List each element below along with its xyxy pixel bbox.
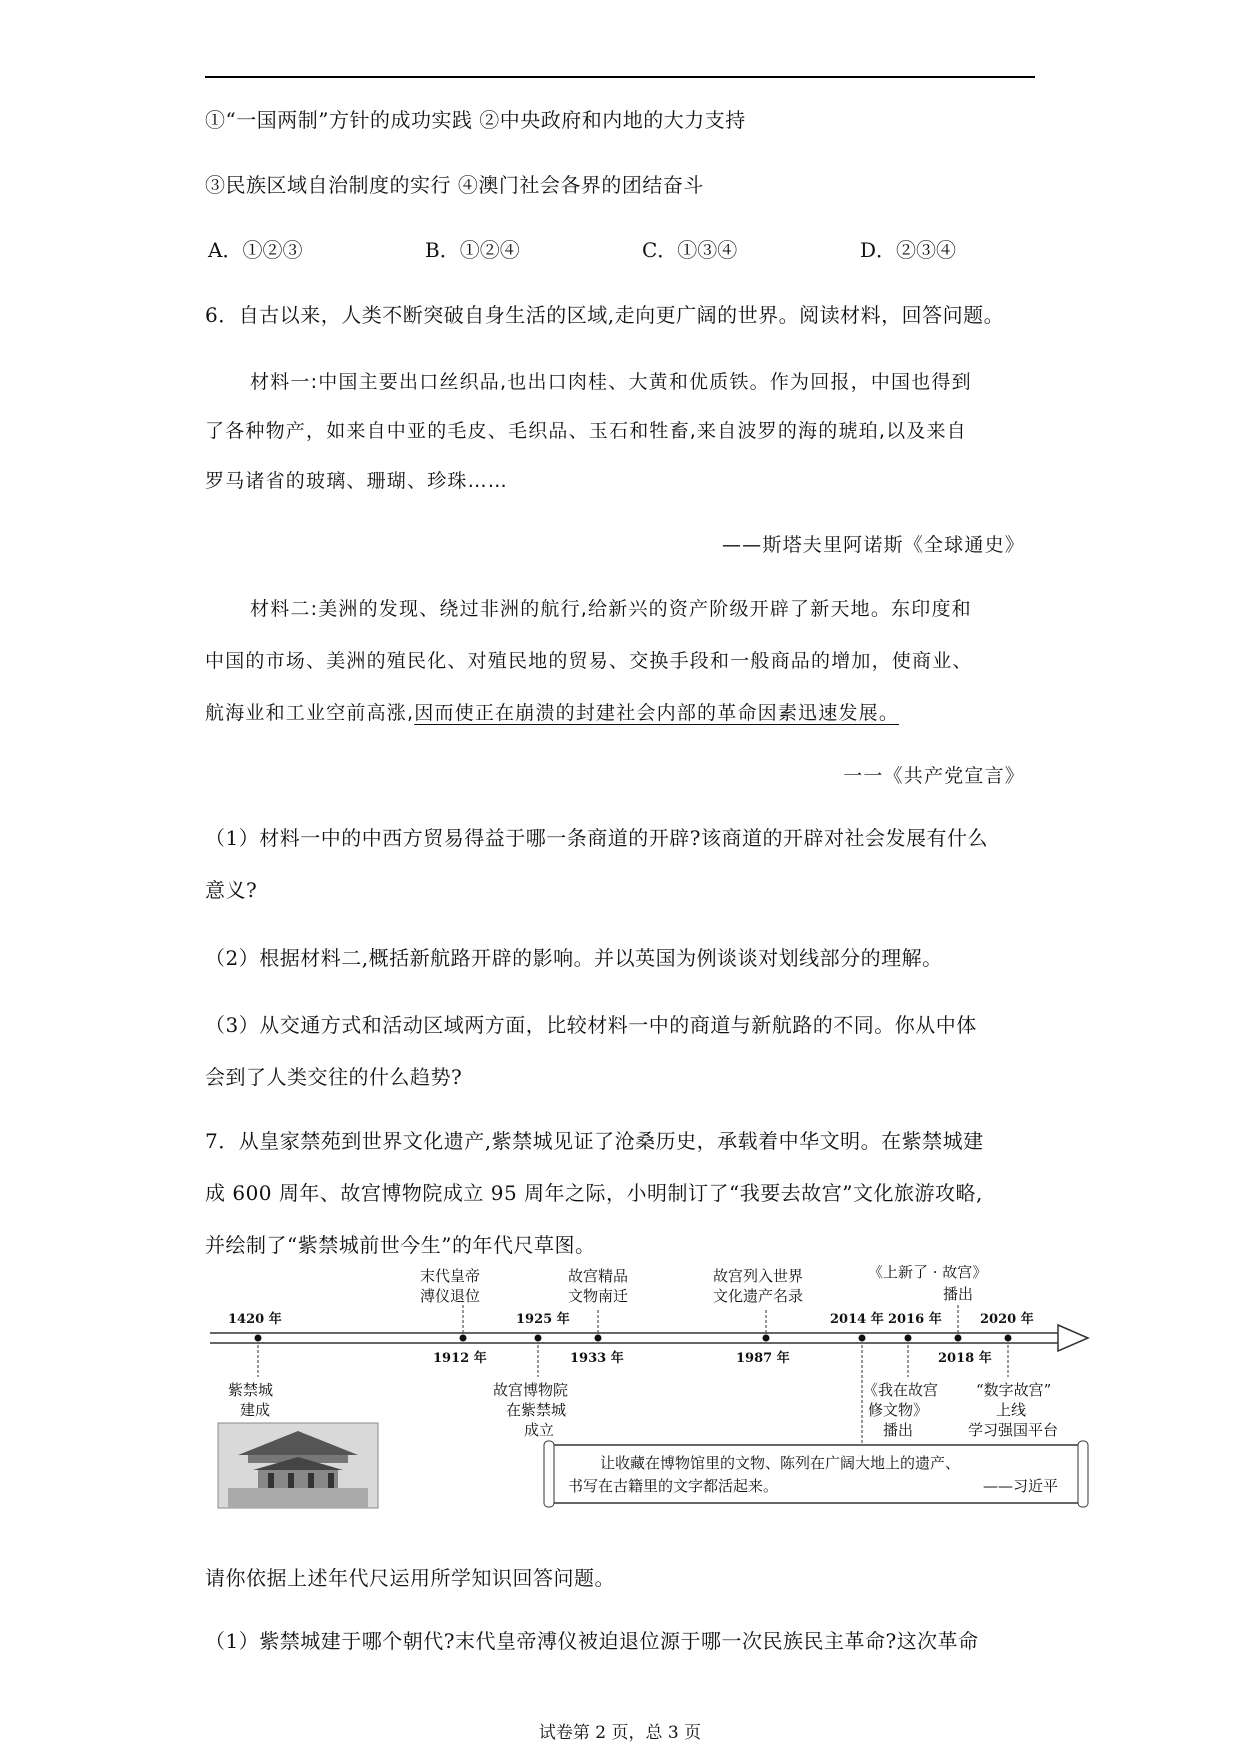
event-2014-line3: 播出: [883, 1421, 914, 1439]
q6-material2-source: 一一《共产党宣言》: [843, 765, 1025, 787]
q6-material1-line2: 了各种物产，如来自中亚的毛皮、毛织品、玉石和牲畜,来自波罗的海的琥珀,以及来自: [205, 420, 967, 442]
q6-sub1-line2: 意义?: [205, 878, 258, 902]
event-2014-line2: 修文物》: [868, 1401, 929, 1419]
q6-material2-line2: 中国的市场、美洲的殖民化、对殖民地的贸易、交换手段和一般商品的增加，使商业、: [205, 650, 973, 672]
quote-author: ——习近平: [983, 1477, 1059, 1495]
year-2018: 2018 年: [938, 1351, 992, 1366]
header-rule: [205, 76, 1035, 78]
q6-stem: 6．自古以来，人类不断突破自身生活的区域,走向更广阔的世界。阅读材料，回答问题。: [205, 303, 1005, 327]
q6-material2-line3-prefix: 航海业和工业空前高涨,: [205, 702, 415, 724]
tick-1912: [460, 1335, 467, 1342]
timeline-svg: [208, 1265, 1098, 1510]
tick-1925: [535, 1335, 542, 1342]
event-2016-line2: 播出: [943, 1285, 974, 1303]
timeline-arrowhead: [1058, 1325, 1088, 1351]
tick-2016: [905, 1335, 912, 1342]
event-1912-line2: 溥仪退位: [420, 1287, 481, 1305]
tick-2018: [955, 1335, 962, 1342]
year-2016: 2016 年: [888, 1312, 942, 1327]
event-1933-line2: 文物南迁: [568, 1287, 629, 1305]
tick-1420: [255, 1335, 262, 1342]
event-1420-line1: 紫禁城: [228, 1381, 274, 1399]
event-1987-line2: 文化遗产名录: [713, 1287, 804, 1305]
year-1420: 1420 年: [228, 1312, 282, 1327]
q6-material2-line1: 材料二:美洲的发现、绕过非洲的航行,给新兴的资产阶级开辟了新天地。东印度和: [250, 598, 972, 620]
q5-option-d: D．②③④: [860, 238, 957, 262]
event-2018-line1: “数字故宫”: [976, 1381, 1052, 1399]
event-1933-line1: 故宫精品: [568, 1267, 629, 1285]
q6-material2-line3: [205, 700, 899, 726]
event-2018-line3: 学习强国平台: [968, 1421, 1059, 1439]
year-2014: 2014 年: [830, 1312, 884, 1327]
event-2014-line1: 《我在故宫: [863, 1381, 939, 1399]
tick-2014: [859, 1335, 866, 1342]
q5-items-line2: ③民族区域自治制度的实行 ④澳门社会各界的团结奋斗: [205, 173, 704, 197]
q5-option-c: C．①③④: [642, 238, 738, 262]
q5-option-b: B．①②④: [425, 238, 520, 262]
quote-line1: 让收藏在博物馆里的文物、陈列在广阔大地上的遗产、: [600, 1454, 961, 1472]
page-footer: 试卷第 2 页，总 3 页: [538, 1723, 702, 1743]
tick-1933: [595, 1335, 602, 1342]
event-1420-line2: 建成: [240, 1401, 271, 1419]
palace-image: [218, 1423, 378, 1508]
q7-stem-line2: 成 600 周年、故宫博物院成立 95 周年之际，小明制订了“我要去故宫”文化旅游攻略,: [205, 1181, 983, 1205]
event-1987-line1: 故宫列入世界: [713, 1267, 804, 1285]
tick-1987: [763, 1335, 770, 1342]
tick-2020: [1005, 1335, 1012, 1342]
q7-stem-line1: 7．从皇家禁苑到世界文化遗产,紫禁城见证了沧桑历史，承载着中华文明。在紫禁城建: [205, 1129, 984, 1153]
event-1925-line3: 成立: [524, 1421, 555, 1439]
year-1987: 1987 年: [736, 1351, 790, 1366]
year-1912: 1912 年: [433, 1351, 487, 1366]
event-2018-line2: 上线: [996, 1401, 1027, 1419]
q6-material1-source: ——斯塔夫里阿诺斯《全球通史》: [721, 534, 1025, 556]
q5-items-line1: ①“一国两制”方针的成功实践 ②中央政府和内地的大力支持: [205, 108, 746, 132]
event-2016-line1: 《上新了 · 故宫》: [868, 1265, 988, 1281]
q6-sub3-line2: 会到了人类交往的什么趋势?: [205, 1065, 463, 1089]
q7-stem-line3: 并绘制了“紫禁城前世今生”的年代尺草图。: [205, 1233, 596, 1257]
q6-material1-line3: 罗马诸省的玻璃、珊瑚、珍珠……: [205, 470, 509, 492]
event-1912-line1: 末代皇帝: [420, 1267, 481, 1285]
quote-line2: 书写在古籍里的文字都活起来。: [568, 1477, 779, 1495]
timeline-figure: [208, 1265, 1098, 1510]
quote-scroll: [544, 1441, 1088, 1507]
q6-sub3-line1: （3）从交通方式和活动区域两方面，比较材料一中的商道与新航路的不同。你从中体: [205, 1013, 977, 1037]
q6-material1-line1: 材料一:中国主要出口丝织品,也出口肉桂、大黄和优质铁。作为回报，中国也得到: [250, 371, 972, 393]
q6-sub2: （2）根据材料二,概括新航路开辟的影响。并以英国为例谈谈对划线部分的理解。: [205, 946, 943, 970]
q5-option-a: A．①②③: [208, 238, 303, 262]
q6-material2-underlined-text: 因而使正在崩溃的封建社会内部的革命因素迅速发展。: [414, 702, 900, 724]
year-2020: 2020 年: [980, 1312, 1034, 1327]
year-1933: 1933 年: [570, 1351, 624, 1366]
q7-after-figure: 请你依据上述年代尺运用所学知识回答问题。: [205, 1566, 615, 1590]
q7-sub1: （1）紫禁城建于哪个朝代?末代皇帝溥仪被迫退位源于哪一次民族民主革命?这次革命: [205, 1629, 979, 1653]
year-1925: 1925 年: [516, 1312, 570, 1327]
event-1925-line2: 在紫禁城: [506, 1401, 567, 1419]
event-1925-line1: 故宫博物院: [493, 1381, 569, 1399]
q6-sub1-line1: （1）材料一中的中西方贸易得益于哪一条商道的开辟?该商道的开辟对社会发展有什么: [205, 826, 988, 850]
